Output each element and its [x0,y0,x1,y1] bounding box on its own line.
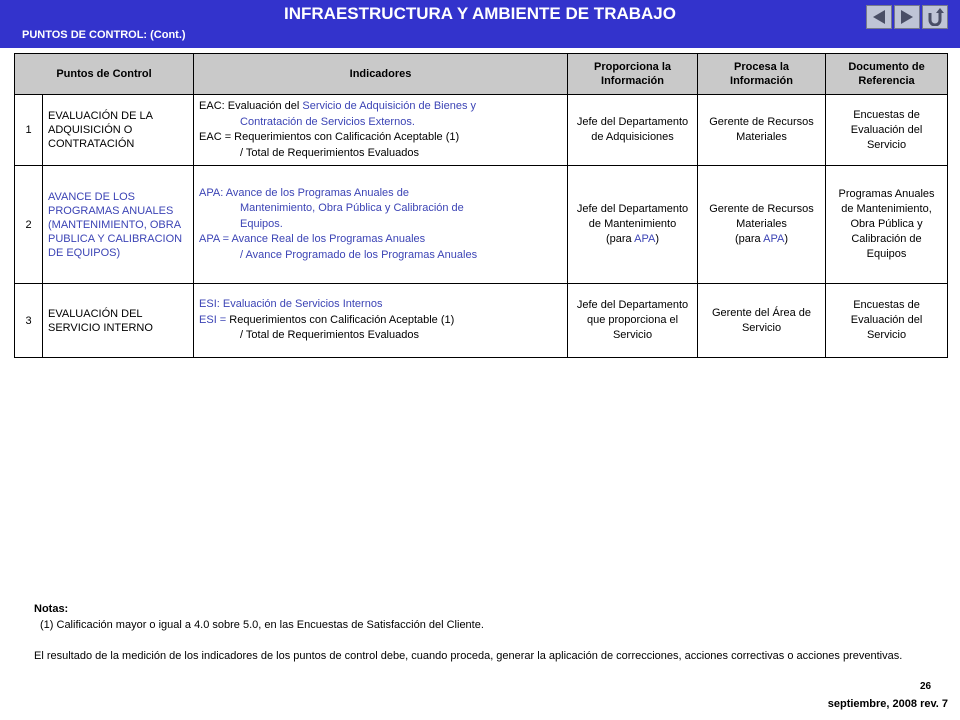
right-arrow-icon [899,9,915,25]
notes-title: Notas: [34,603,69,615]
page-number: 26 [920,681,932,692]
processor-cell: Gerente del Área de Servicio [698,284,826,358]
indicator-text: ESI = [199,313,230,326]
header-documento: Documento de Referencia [826,54,948,95]
provider-cell: Jefe del Departamento que proporciona el Servicio [568,284,698,358]
table-row [15,284,948,358]
row-number: 3 [15,284,43,358]
processor-text: Gerente de Recursos Materiales [709,203,814,230]
indicator-text: Mantenimiento, Obra Pública y Calibración de [240,202,464,215]
table-row [15,95,948,166]
return-u-icon [926,8,944,26]
return-button[interactable] [922,5,948,29]
header-bar [0,0,960,48]
control-points-table [14,53,948,358]
header-proporciona: Proporciona la Información [568,54,698,95]
provider-text: Jefe del Departamento de Mantenimiento [576,203,689,230]
notes-section [34,601,914,665]
control-point-name: EVALUACIÓN DEL SERVICIO INTERNO [43,284,194,358]
indicator-formula: Requerimientos con Calificación Aceptable (1) [229,313,455,326]
indicator-text: EAC: Evaluación del [199,100,303,112]
indicator-cell [194,284,568,358]
previous-page-button[interactable] [866,5,892,29]
revision-date: septiembre, 2008 rev. 7 [827,698,948,710]
header-procesa: Procesa la Información [698,54,826,95]
header-puntos-control: Puntos de Control [15,54,194,95]
indicator-formula: / Avance Programado de los Programas Anuales [240,248,478,261]
processor-note-close: ) [784,233,789,245]
control-point-name: EVALUACIÓN DE LA ADQUISICIÓN O CONTRATACIÓN [43,95,194,166]
page-title: INFRAESTRUCTURA Y AMBIENTE DE TRABAJO [284,4,676,23]
indicator-formula: EAC = Requerimientos con Calificación Aceptable (1) [199,131,460,143]
reference-document-cell: Encuestas de Evaluación del Servicio [826,284,948,358]
processor-cell [698,166,826,284]
provider-note-code: APA [634,233,656,245]
row-number: 1 [15,95,43,166]
indicator-formula: APA = Avance Real de los Programas Anuales [199,233,426,246]
provider-note-open: (para [606,233,635,245]
reference-document-cell: Encuestas de Evaluación del Servicio [826,95,948,166]
header-indicadores: Indicadores [194,54,568,95]
table-header-row [15,54,948,95]
table-row [15,166,948,284]
indicator-formula: / Total de Requerimientos Evaluados [240,329,419,342]
indicator-cell [194,166,568,284]
indicator-text: Servicio de Adquisición de Bienes y [302,100,477,112]
processor-note-code: APA [763,233,785,245]
left-arrow-icon [871,9,887,25]
indicator-text: Equipos. [240,217,283,230]
processor-note-open: (para [735,233,764,245]
row-number: 2 [15,166,43,284]
next-page-button[interactable] [894,5,920,29]
reference-document-cell: Programas Anuales de Mantenimiento, Obra Pública y Calibración de Equipos [826,166,948,284]
notes-result-paragraph: El resultado de la medición de los indicadores de los puntos de control debe, cuando proceda, generar la aplicación de correcciones, acciones correctivas o acciones preventivas. [34,650,903,662]
navigation-buttons [866,5,948,29]
control-point-name: AVANCE DE LOS PROGRAMAS ANUALES (MANTENIMIENTO, OBRA PUBLICA Y CALIBRACION DE EQUIPOS) [43,166,194,284]
indicator-text: Contratación de Servicios Externos. [240,115,415,128]
note-item: (1) Calificación mayor o igual a 4.0 sobre 5.0, en las Encuestas de Satisfacción del Cliente. [40,619,484,631]
indicator-cell [194,95,568,166]
provider-cell: Jefe del Departamento de Adquisiciones [568,95,698,166]
provider-note-close: ) [655,233,660,245]
provider-cell [568,166,698,284]
indicator-text: APA: Avance de los Programas Anuales de [199,186,409,199]
processor-cell: Gerente de Recursos Materiales [698,95,826,166]
section-subtitle: PUNTOS DE CONTROL: (Cont.) [22,29,186,41]
indicator-text: ESI: Evaluación de Servicios Internos [199,298,383,311]
indicator-formula: / Total de Requerimientos Evaluados [240,146,419,159]
